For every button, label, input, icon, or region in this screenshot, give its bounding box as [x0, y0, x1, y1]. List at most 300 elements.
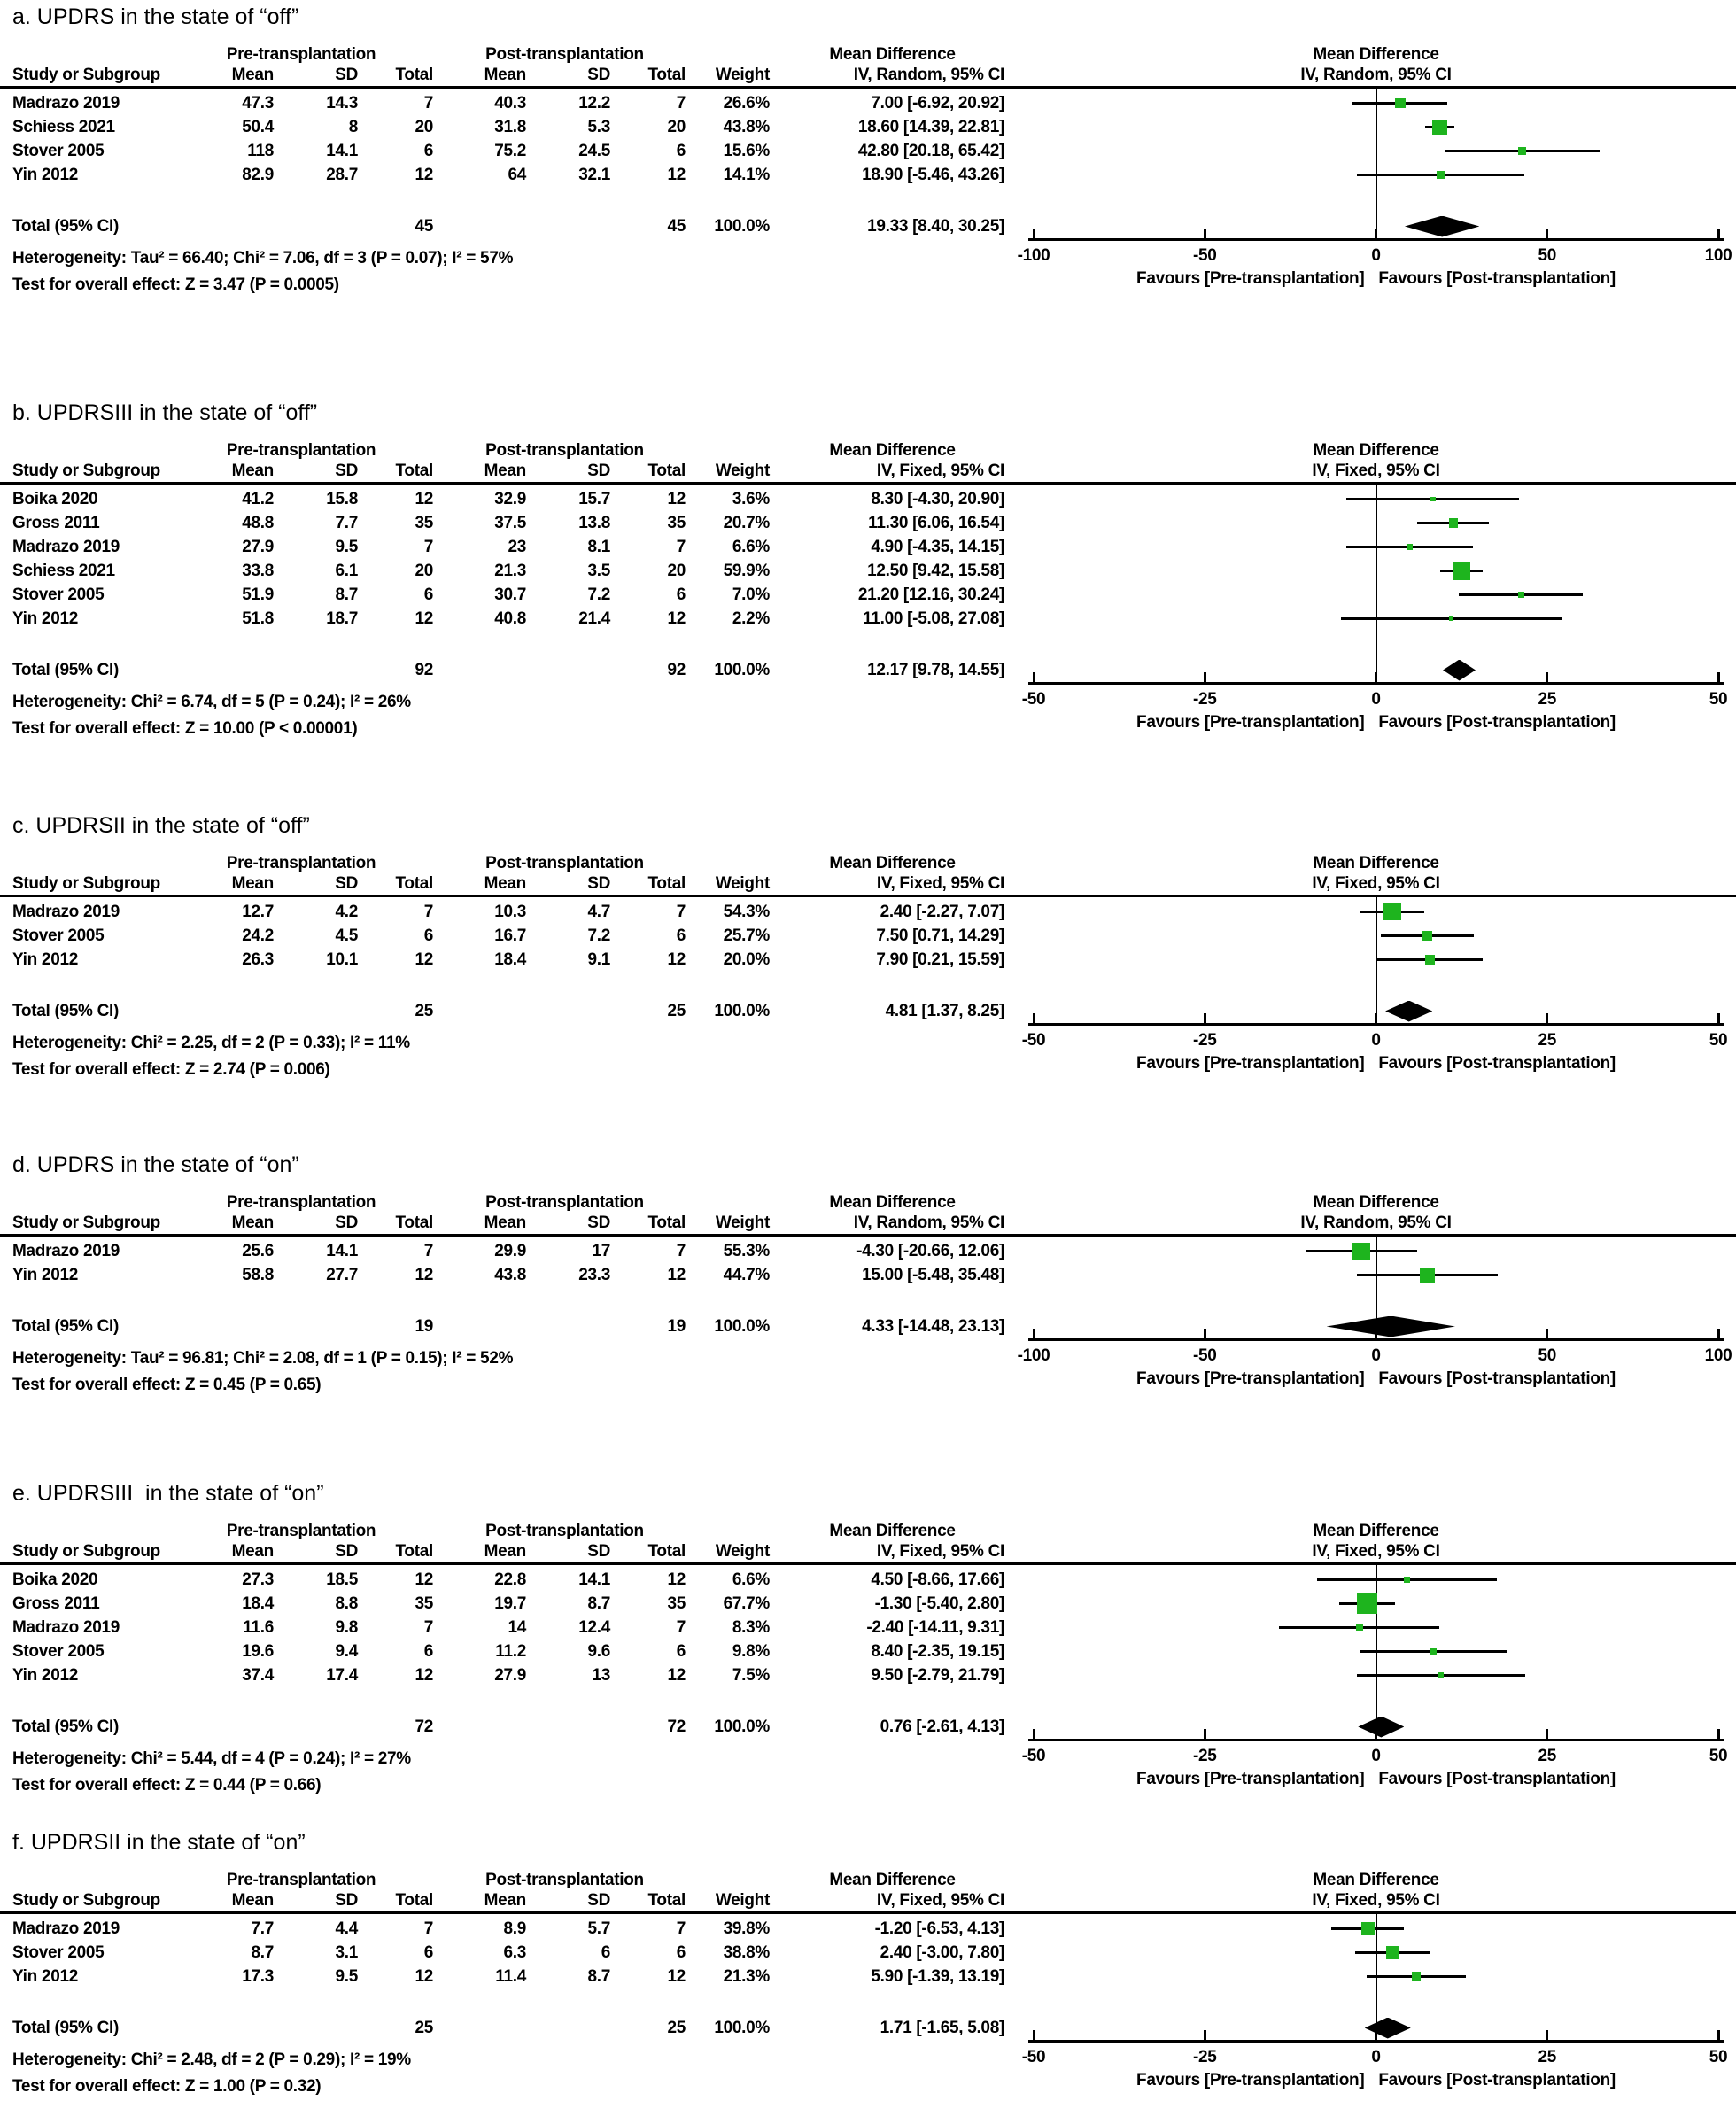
study-name: Madrazo 2019: [12, 94, 120, 112]
study-n2: 7: [676, 94, 686, 112]
study-n1: 7: [423, 1242, 433, 1260]
total-diamond: [1327, 1316, 1455, 1337]
study-weight: 7.0%: [732, 585, 770, 604]
study-sd1: 4.4: [335, 1919, 358, 1938]
study-mean2: 8.9: [503, 1919, 526, 1938]
study-name: Stover 2005: [12, 585, 105, 604]
study-name: Schiess 2021: [12, 562, 115, 580]
study-column-header: Study or Subgroup: [12, 1213, 160, 1232]
study-name: Stover 2005: [12, 1642, 105, 1661]
study-weight: 67.7%: [723, 1594, 770, 1613]
study-sd1: 28.7: [326, 166, 358, 184]
study-sd1: 9.8: [335, 1618, 358, 1637]
panel-title: b. UPDRSIII in the state of “off”: [12, 400, 318, 425]
total-ci: 19.33 [8.40, 30.25]: [867, 217, 1004, 236]
study-weight: 20.0%: [723, 950, 770, 969]
overall-effect-text: Test for overall effect: Z = 10.00 (P < 0.00001): [12, 719, 358, 738]
x-axis-tick: [1033, 672, 1035, 682]
x-axis-tick: [1033, 2030, 1035, 2040]
study-mean1: 18.4: [242, 1594, 274, 1613]
total-label: Total (95% CI): [12, 661, 120, 679]
study-weight: 55.3%: [723, 1242, 770, 1260]
sd-post-header: SD: [587, 1542, 610, 1561]
study-sd1: 8.8: [335, 1594, 358, 1613]
study-sd2: 5.3: [587, 118, 610, 136]
x-axis-tick-label: 100: [1704, 1346, 1732, 1365]
forest-panel-c: [0, 793, 1736, 1134]
study-sd1: 6.1: [335, 562, 358, 580]
study-sd2: 3.5: [587, 562, 610, 580]
favours-post-label: Favours [Post-transplantation]: [1378, 1054, 1616, 1073]
study-n1: 12: [415, 166, 433, 184]
study-sd2: 8.7: [587, 1594, 610, 1613]
study-mean2: 19.7: [494, 1594, 526, 1613]
study-sd2: 8.7: [587, 1967, 610, 1986]
study-n2: 20: [667, 562, 686, 580]
study-name: Gross 2011: [12, 1594, 100, 1613]
total-n-post: 72: [667, 1717, 686, 1736]
study-n2: 12: [667, 1967, 686, 1986]
sd-post-header: SD: [587, 461, 610, 480]
x-axis-tick: [1204, 229, 1206, 238]
effect-square: [1453, 562, 1471, 580]
x-axis-tick: [1033, 1729, 1035, 1739]
mean-post-header: Mean: [484, 1213, 526, 1232]
weight-header: Weight: [715, 1542, 770, 1561]
study-mean2: 10.3: [494, 903, 526, 921]
sd-pre-header: SD: [335, 1891, 358, 1910]
plot-ci-method-header: IV, Fixed, 95% CI: [1312, 1542, 1440, 1561]
study-mean2: 14: [508, 1618, 526, 1637]
study-sd1: 4.2: [335, 903, 358, 921]
study-weight: 59.9%: [723, 562, 770, 580]
md-group-header: Mean Difference: [829, 45, 956, 64]
forest-panel-f: [0, 1811, 1736, 2101]
total-n-post: 25: [667, 1002, 686, 1020]
study-ci_text: 5.90 [-1.39, 13.19]: [871, 1967, 1004, 1986]
sd-post-header: SD: [587, 1213, 610, 1232]
total-label: Total (95% CI): [12, 2019, 120, 2037]
plot-md-header: Mean Difference: [1313, 441, 1439, 460]
total-n-pre: 19: [415, 1317, 433, 1336]
x-axis-tick-label: 100: [1704, 246, 1732, 265]
md-group-header: Mean Difference: [829, 441, 956, 460]
md-group-header: Mean Difference: [829, 1871, 956, 1889]
total-pre-header: Total: [395, 1213, 433, 1232]
effect-square: [1386, 1946, 1399, 1959]
favours-labels: [960, 1769, 1736, 1790]
ci-method-header: IV, Fixed, 95% CI: [876, 461, 1004, 480]
total-n-post: 92: [667, 661, 686, 679]
x-axis-line: [1028, 2040, 1724, 2043]
total-label: Total (95% CI): [12, 217, 120, 236]
forest-panel-e: [0, 1466, 1736, 1811]
study-n1: 12: [415, 1266, 433, 1284]
study-mean1: 26.3: [242, 950, 274, 969]
sd-post-header: SD: [587, 66, 610, 84]
header-rule: [0, 482, 1736, 485]
study-n2: 12: [667, 609, 686, 628]
pre-group-header: Pre-transplantation: [226, 854, 376, 872]
x-axis-line: [1028, 1739, 1724, 1741]
x-axis-tick: [1717, 1013, 1720, 1023]
forest-panel-b: [0, 376, 1736, 793]
heterogeneity-text: Heterogeneity: Tau² = 66.40; Chi² = 7.06, df = 3 (P = 0.07); I² = 57%: [12, 249, 514, 267]
total-weight: 100.0%: [714, 1002, 770, 1020]
total-diamond: [1443, 660, 1476, 681]
study-n2: 35: [667, 1594, 686, 1613]
weight-header: Weight: [715, 1891, 770, 1910]
study-mean1: 82.9: [242, 166, 274, 184]
study-sd2: 15.7: [578, 490, 610, 508]
study-mean1: 27.9: [242, 538, 274, 556]
study-mean2: 29.9: [494, 1242, 526, 1260]
favours-pre-label: Favours [Pre-transplantation]: [1136, 713, 1365, 732]
study-weight: 3.6%: [732, 490, 770, 508]
study-ci_text: 11.00 [-5.08, 27.08]: [863, 609, 1004, 628]
effect-square: [1352, 1243, 1369, 1260]
study-weight: 6.6%: [732, 538, 770, 556]
pre-group-header: Pre-transplantation: [226, 1193, 376, 1212]
x-axis-tick-label: -50: [1192, 246, 1217, 265]
study-sd1: 3.1: [335, 1943, 358, 1962]
x-axis-tick: [1546, 2030, 1548, 2040]
study-n1: 12: [415, 1570, 433, 1589]
pre-group-header: Pre-transplantation: [226, 1871, 376, 1889]
x-axis-tick: [1546, 672, 1548, 682]
study-ci_text: -1.30 [-5.40, 2.80]: [874, 1594, 1004, 1613]
study-sd1: 14.1: [326, 1242, 358, 1260]
sd-post-header: SD: [587, 874, 610, 893]
study-ci_text: -4.30 [-20.66, 12.06]: [856, 1242, 1004, 1260]
study-weight: 44.7%: [723, 1266, 770, 1284]
study-mean1: 27.3: [242, 1570, 274, 1589]
total-pre-header: Total: [395, 66, 433, 84]
sd-post-header: SD: [587, 1891, 610, 1910]
x-axis-tick-label: 25: [1538, 1031, 1557, 1050]
ci-method-header: IV, Random, 95% CI: [853, 66, 1004, 84]
forest-panel-d: [0, 1134, 1736, 1466]
x-axis-tick-label: 50: [1538, 246, 1557, 265]
overall-effect-text: Test for overall effect: Z = 1.00 (P = 0.32): [12, 2077, 322, 2096]
header-rule: [0, 86, 1736, 89]
total-weight: 100.0%: [714, 217, 770, 236]
total-pre-header: Total: [395, 874, 433, 893]
total-n-pre: 45: [415, 217, 433, 236]
x-axis-tick: [1375, 672, 1377, 682]
study-sd1: 8: [348, 118, 358, 136]
mean-post-header: Mean: [484, 66, 526, 84]
study-sd2: 17: [592, 1242, 610, 1260]
study-n1: 20: [415, 118, 433, 136]
study-mean2: 21.3: [494, 562, 526, 580]
study-sd2: 14.1: [578, 1570, 610, 1589]
study-n2: 12: [667, 950, 686, 969]
plot-ci-method-header: IV, Fixed, 95% CI: [1312, 461, 1440, 480]
total-pre-header: Total: [395, 1891, 433, 1910]
study-sd2: 21.4: [578, 609, 610, 628]
x-axis-tick: [1204, 1013, 1206, 1023]
study-name: Boika 2020: [12, 490, 98, 508]
study-n1: 7: [423, 1919, 433, 1938]
favours-pre-label: Favours [Pre-transplantation]: [1136, 269, 1365, 288]
effect-square: [1412, 1972, 1422, 1981]
effect-square: [1420, 1268, 1435, 1283]
study-mean2: 11.4: [495, 1967, 526, 1986]
x-axis-tick: [1717, 1329, 1720, 1338]
study-sd2: 13: [592, 1666, 610, 1685]
effect-square: [1383, 903, 1400, 920]
x-axis-tick-label: 50: [1709, 1031, 1728, 1050]
effect-square: [1422, 931, 1433, 942]
x-axis-tick-label: -50: [1021, 1747, 1046, 1765]
study-n2: 7: [676, 903, 686, 921]
study-weight: 26.6%: [723, 94, 770, 112]
study-column-header: Study or Subgroup: [12, 1891, 160, 1910]
x-axis-tick-label: -25: [1192, 1031, 1217, 1050]
x-axis-line: [1028, 1023, 1724, 1026]
total-n-pre: 72: [415, 1717, 433, 1736]
study-sd2: 4.7: [587, 903, 610, 921]
effect-square: [1404, 1577, 1410, 1583]
post-group-header: Post-transplantation: [485, 45, 644, 64]
total-post-header: Total: [647, 1891, 686, 1910]
study-name: Boika 2020: [12, 1570, 98, 1589]
total-n-post: 45: [667, 217, 686, 236]
x-axis-tick-label: -50: [1021, 2048, 1046, 2066]
study-n1: 6: [423, 926, 433, 945]
study-mean2: 40.8: [494, 609, 526, 628]
plot-md-header: Mean Difference: [1313, 1522, 1439, 1540]
study-ci_text: 4.50 [-8.66, 17.66]: [871, 1570, 1004, 1589]
study-ci_text: 7.50 [0.71, 14.29]: [876, 926, 1004, 945]
study-n2: 20: [667, 118, 686, 136]
study-n1: 12: [415, 490, 433, 508]
study-sd1: 14.1: [326, 142, 358, 160]
total-n-post: 25: [667, 2019, 686, 2037]
study-n1: 20: [415, 562, 433, 580]
study-column-header: Study or Subgroup: [12, 461, 160, 480]
study-n2: 7: [676, 538, 686, 556]
x-axis-tick-label: -50: [1192, 1346, 1217, 1365]
study-n1: 7: [423, 1618, 433, 1637]
study-ci_text: 2.40 [-3.00, 7.80]: [880, 1943, 1004, 1962]
total-n-post: 19: [667, 1317, 686, 1336]
x-axis-tick: [1033, 1329, 1035, 1338]
study-mean2: 23: [508, 538, 526, 556]
mean-post-header: Mean: [484, 874, 526, 893]
heterogeneity-text: Heterogeneity: Chi² = 2.48, df = 2 (P = 0.29); I² = 19%: [12, 2051, 411, 2069]
study-n2: 6: [676, 1943, 686, 1962]
x-axis-tick-label: 50: [1709, 2048, 1728, 2066]
x-axis-tick: [1375, 1729, 1377, 1739]
study-mean1: 24.2: [242, 926, 274, 945]
study-name: Madrazo 2019: [12, 538, 120, 556]
study-mean1: 17.3: [242, 1967, 274, 1986]
study-n1: 6: [423, 142, 433, 160]
study-mean2: 75.2: [494, 142, 526, 160]
favours-labels: [960, 1368, 1736, 1390]
study-sd1: 7.7: [335, 514, 358, 532]
x-axis-tick-label: -100: [1017, 246, 1050, 265]
ci-method-header: IV, Fixed, 95% CI: [876, 874, 1004, 893]
study-n2: 12: [667, 490, 686, 508]
study-sd1: 9.5: [335, 1967, 358, 1986]
study-mean1: 118: [247, 142, 274, 160]
study-n2: 12: [667, 1266, 686, 1284]
ci-method-header: IV, Fixed, 95% CI: [876, 1542, 1004, 1561]
sd-pre-header: SD: [335, 1542, 358, 1561]
study-ci_text: 9.50 [-2.79, 21.79]: [871, 1666, 1004, 1685]
study-mean1: 41.2: [242, 490, 274, 508]
post-group-header: Post-transplantation: [485, 1871, 644, 1889]
favours-post-label: Favours [Post-transplantation]: [1378, 269, 1616, 288]
x-axis-tick-label: 0: [1371, 1747, 1381, 1765]
plot-ci-method-header: IV, Fixed, 95% CI: [1312, 1891, 1440, 1910]
study-ci_text: 4.90 [-4.35, 14.15]: [871, 538, 1004, 556]
total-ci: 1.71 [-1.65, 5.08]: [880, 2019, 1004, 2037]
x-axis-tick: [1546, 229, 1548, 238]
plot-ci-method-header: IV, Random, 95% CI: [1300, 66, 1452, 84]
study-column-header: Study or Subgroup: [12, 66, 160, 84]
x-axis-tick: [1375, 229, 1377, 238]
forest-panel-a: [0, 0, 1736, 376]
md-group-header: Mean Difference: [829, 1522, 956, 1540]
study-ci_text: 7.00 [-6.92, 20.92]: [871, 94, 1004, 112]
study-name: Gross 2011: [12, 514, 100, 532]
heterogeneity-text: Heterogeneity: Chi² = 5.44, df = 4 (P = 0.24); I² = 27%: [12, 1749, 411, 1768]
x-axis-line: [1028, 238, 1724, 241]
x-axis-tick: [1204, 1329, 1206, 1338]
study-weight: 43.8%: [723, 118, 770, 136]
weight-header: Weight: [715, 874, 770, 893]
overall-effect-text: Test for overall effect: Z = 0.45 (P = 0.65): [12, 1376, 322, 1394]
x-axis-tick: [1717, 229, 1720, 238]
total-diamond: [1405, 216, 1479, 237]
study-sd2: 9.6: [587, 1642, 610, 1661]
post-group-header: Post-transplantation: [485, 1193, 644, 1212]
study-ci_text: 42.80 [20.18, 65.42]: [857, 142, 1004, 160]
study-mean1: 48.8: [242, 514, 274, 532]
favours-pre-label: Favours [Pre-transplantation]: [1136, 1054, 1365, 1073]
panel-title: f. UPDRSII in the state of “on”: [12, 1830, 306, 1855]
md-group-header: Mean Difference: [829, 854, 956, 872]
x-axis-tick-label: 50: [1538, 1346, 1557, 1365]
study-ci_text: 8.40 [-2.35, 19.15]: [871, 1642, 1004, 1661]
study-weight: 25.7%: [723, 926, 770, 945]
overall-effect-text: Test for overall effect: Z = 2.74 (P = 0.006): [12, 1060, 330, 1079]
x-axis-tick-label: -25: [1192, 690, 1217, 709]
x-axis-tick-label: -25: [1192, 2048, 1217, 2066]
study-weight: 15.6%: [723, 142, 770, 160]
total-label: Total (95% CI): [12, 1317, 120, 1336]
mean-post-header: Mean: [484, 1542, 526, 1561]
mean-pre-header: Mean: [231, 1213, 274, 1232]
mean-pre-header: Mean: [231, 66, 274, 84]
x-axis-line: [1028, 1338, 1724, 1341]
x-axis-tick: [1375, 2030, 1377, 2040]
study-n2: 6: [676, 926, 686, 945]
study-sd1: 10.1: [326, 950, 358, 969]
study-sd1: 17.4: [326, 1666, 358, 1685]
plot-ci-method-header: IV, Fixed, 95% CI: [1312, 874, 1440, 893]
header-rule: [0, 1562, 1736, 1565]
study-n1: 12: [415, 950, 433, 969]
study-name: Schiess 2021: [12, 118, 115, 136]
study-n1: 35: [415, 514, 433, 532]
panel-title: a. UPDRS in the state of “off”: [12, 4, 299, 29]
study-mean2: 22.8: [494, 1570, 526, 1589]
study-ci_text: 21.20 [12.16, 30.24]: [857, 585, 1004, 604]
study-sd2: 32.1: [578, 166, 610, 184]
x-axis-tick-label: -50: [1021, 690, 1046, 709]
study-sd1: 14.3: [326, 94, 358, 112]
effect-square: [1449, 518, 1458, 527]
favours-pre-label: Favours [Pre-transplantation]: [1136, 1770, 1365, 1788]
study-sd2: 6: [601, 1943, 610, 1962]
study-mean2: 37.5: [494, 514, 526, 532]
study-n1: 6: [423, 1943, 433, 1962]
x-axis-tick-label: 0: [1371, 1031, 1381, 1050]
overall-effect-text: Test for overall effect: Z = 3.47 (P = 0.0005): [12, 275, 339, 294]
study-name: Stover 2005: [12, 1943, 105, 1962]
study-name: Yin 2012: [12, 166, 78, 184]
panel-title: c. UPDRSII in the state of “off”: [12, 813, 310, 838]
mean-pre-header: Mean: [231, 461, 274, 480]
study-sd2: 23.3: [578, 1266, 610, 1284]
study-n2: 6: [676, 142, 686, 160]
study-n1: 12: [415, 609, 433, 628]
favours-pre-label: Favours [Pre-transplantation]: [1136, 2071, 1365, 2089]
study-sd1: 9.5: [335, 538, 358, 556]
study-mean2: 18.4: [494, 950, 526, 969]
study-mean1: 50.4: [242, 118, 274, 136]
x-axis-tick: [1546, 1013, 1548, 1023]
favours-labels: [960, 2070, 1736, 2091]
x-axis-tick-label: 50: [1709, 1747, 1728, 1765]
study-name: Madrazo 2019: [12, 1242, 120, 1260]
study-mean2: 32.9: [494, 490, 526, 508]
study-sd1: 9.4: [335, 1642, 358, 1661]
study-n1: 12: [415, 1666, 433, 1685]
effect-square: [1449, 616, 1454, 622]
zero-line: [1376, 89, 1377, 238]
x-axis-tick-label: 50: [1709, 690, 1728, 709]
study-mean2: 43.8: [494, 1266, 526, 1284]
study-mean1: 11.6: [243, 1618, 274, 1637]
post-group-header: Post-transplantation: [485, 854, 644, 872]
study-mean2: 27.9: [494, 1666, 526, 1685]
effect-square: [1437, 171, 1445, 179]
study-n1: 6: [423, 585, 433, 604]
study-weight: 54.3%: [723, 903, 770, 921]
study-n2: 6: [676, 1642, 686, 1661]
mean-pre-header: Mean: [231, 1891, 274, 1910]
heterogeneity-text: Heterogeneity: Chi² = 2.25, df = 2 (P = 0.33); I² = 11%: [12, 1034, 410, 1052]
pre-group-header: Pre-transplantation: [226, 1522, 376, 1540]
study-name: Madrazo 2019: [12, 903, 120, 921]
study-n2: 12: [667, 166, 686, 184]
study-name: Yin 2012: [12, 1266, 78, 1284]
study-sd2: 24.5: [578, 142, 610, 160]
overall-effect-text: Test for overall effect: Z = 0.44 (P = 0.66): [12, 1776, 322, 1795]
study-mean1: 25.6: [242, 1242, 274, 1260]
study-mean2: 30.7: [494, 585, 526, 604]
total-post-header: Total: [647, 1213, 686, 1232]
total-ci: 0.76 [-2.61, 4.13]: [880, 1717, 1004, 1736]
panel-title: e. UPDRSIII in the state of “on”: [12, 1481, 324, 1506]
effect-square: [1518, 147, 1526, 155]
